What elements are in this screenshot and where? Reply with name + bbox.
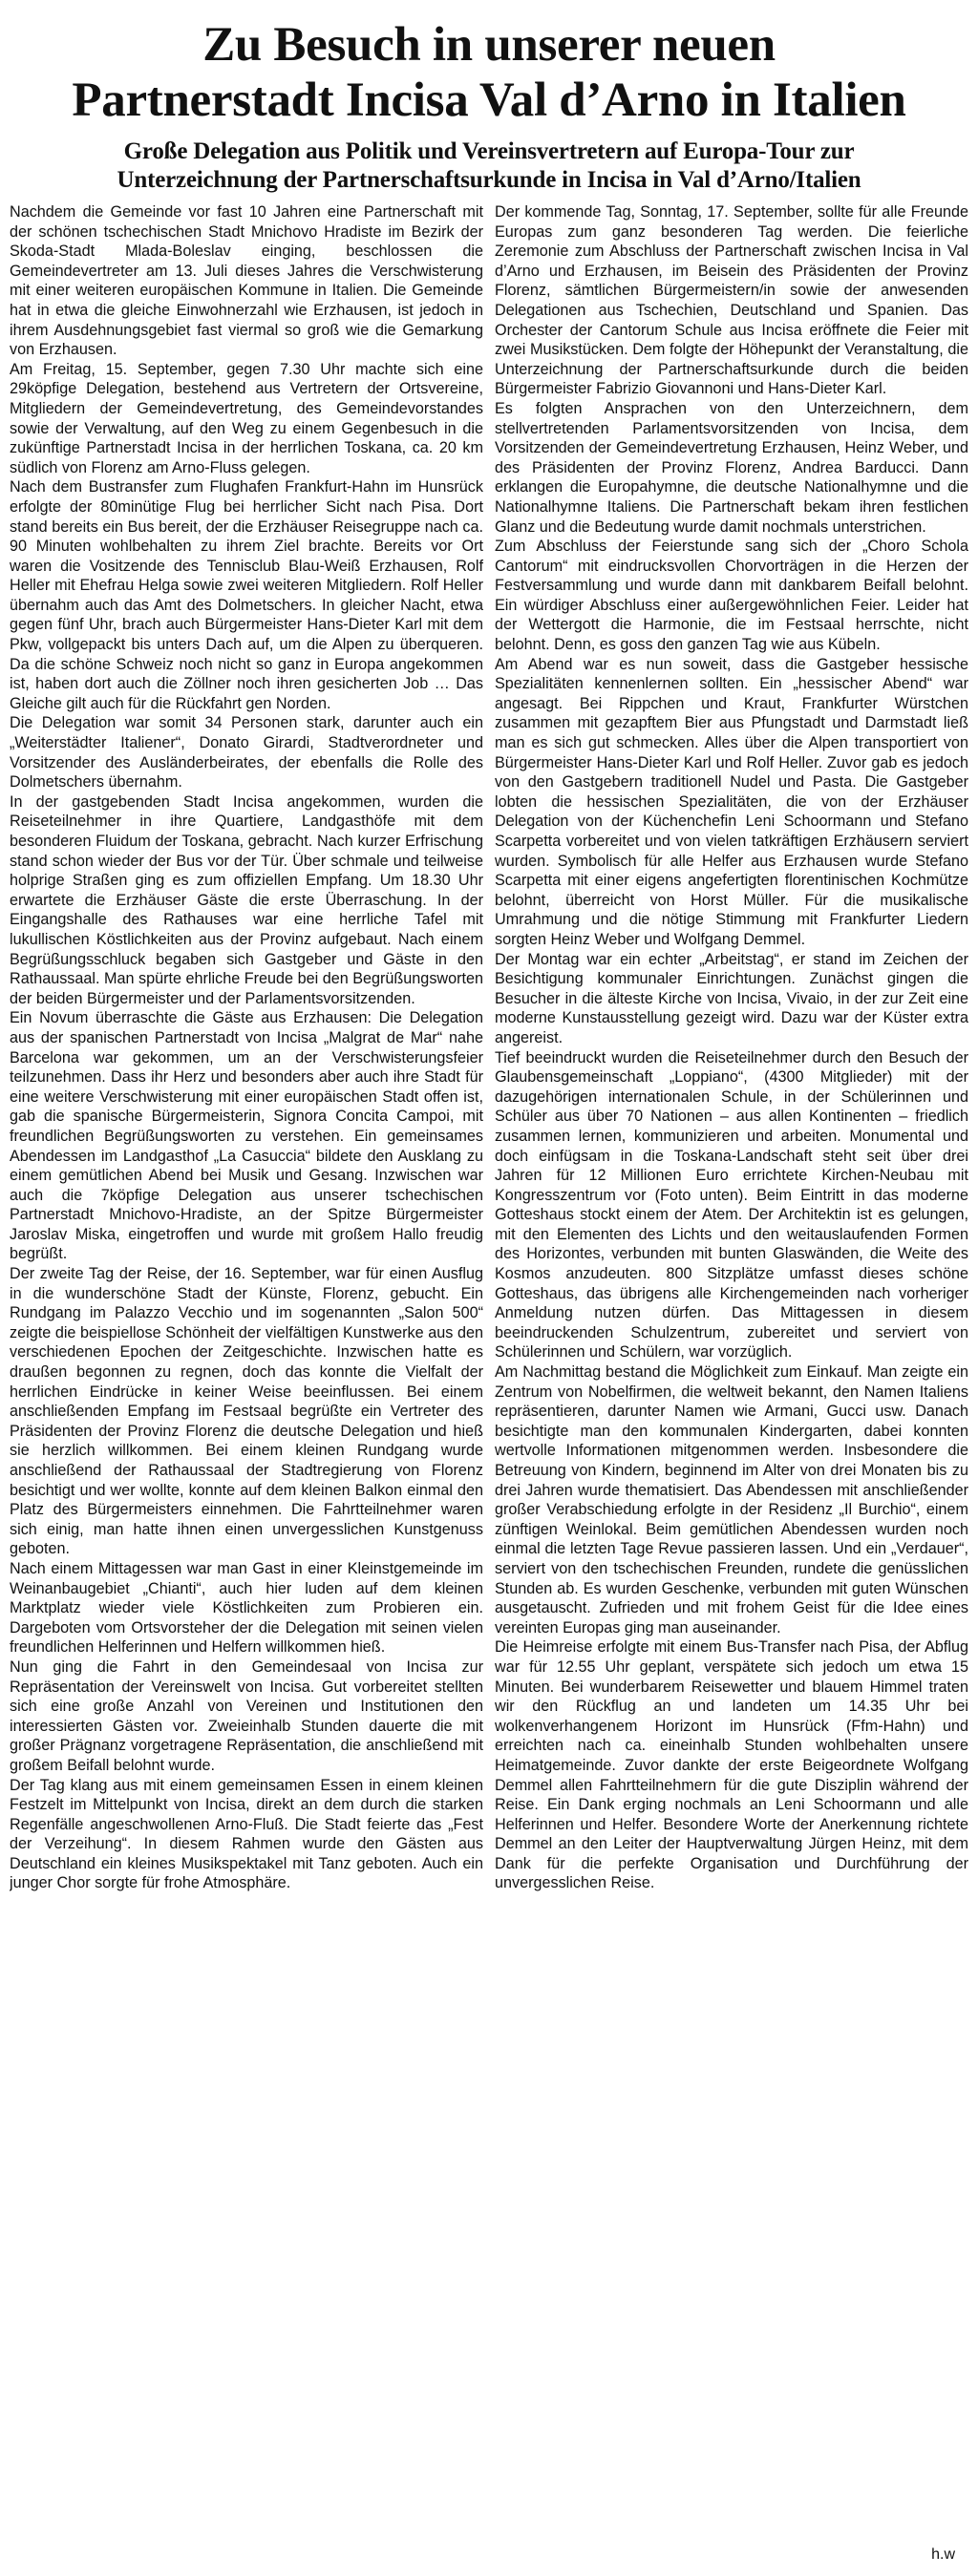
paragraph: Tief beeindruckt wurden die Reiseteilnehmer durch den Besuch der Glaubensgemeinschaft „Loppiano“, (4300 Mitglieder) mit der dazugehörigen internationalen Schule, in der Schülerinnen und Schüler aus über 70 Nationen – aus allen Kontinenten – friedlich zusammen lernen, kommunizieren und arbeiten. Monumental und doch einfügsam in die Toskana-Landschaft steht seit über drei Jahren für 12 Millionen Euro errichtete Kirchen-Neubau mit Kongresszentrum vor (Foto unten). Beim Eintritt in das moderne Gotteshaus stockt einem der Atem. Der Architektin ist es gelungen, mit den Elementen des Lichts und den weitauslaufenden Formen des Horizontes, verbunden mit bunten Glaswänden, die Weite des Kosmos anzudeuten. 800 Sitzplätze umfasst dieses schöne Gotteshaus, das übrigens alle Kirchengemeinden nach vorheriger Anmeldung nutzen dürfen. Das Mittagessen in diesem beeindruckenden Schulzentrum, zubereitet und serviert von Schülerinnen und Schülern, war vorzüglich. bbox=[495, 1048, 968, 1362]
paragraph: Der Montag war ein echter „Arbeitstag“, er stand im Zeichen der Besichtigung kommunaler Einrichtungen. Zunächst gingen die Besucher in die älteste Kirche von Incisa, Vivaio, in der zur Zeit eine moderne Kunstausstellung gezeigt wird. Dazu war der Küster extra angereist. bbox=[495, 950, 968, 1046]
paragraph: Nun ging die Fahrt in den Gemeindesaal von Incisa zur Repräsentation der Vereinswelt von Incisa. Gut vorbereitet stellten sich eine große Anzahl von Vereinen und Institutionen den interessierten Gästen vor. Zweieinhalb Stunden dauerte die mit großer Prägnanz vorgetragene Repräsentation, die anschließend mit großem Beifall belohnt wurde. bbox=[10, 1658, 483, 1774]
paragraph: Die Heimreise erfolgte mit einem Bus-Transfer nach Pisa, der Abflug war für 12.55 Uhr geplant, verspätete sich jedoch um etwa 15 Minuten. Bei wunderbarem Reisewetter und blauem Himmel traten wir den Rückflug an und landeten um 14.35 Uhr bei wolkenverhangenem Horizont im Hunsrück (Ffm-Hahn) und erreichten nach ca. eineinhalb Stunden wohlbehalten unsere Heimatgemeinde. Zuvor dankte der erste Beigeordnete Wolfgang Demmel allen Fahrtteilnehmern für die gute Disziplin während der Reise. Ein Dank erging nochmals an Leni Schoormann und alle Helferinnen und Helfer. Besondere Worte der Anerkennung richtete Demmel an den Leiter der Hauptverwaltung Jürgen Heinz, mit dem Dank für die perfekte Organisation und Durchführung der unvergesslichen Reise. bbox=[495, 1638, 968, 1892]
subheadline-line-2: Unterzeichnung der Partnerschaftsurkunde in Incisa in Val d’Arno/Italien bbox=[117, 167, 861, 193]
paragraph: Zum Abschluss der Feierstunde sang sich der „Choro Schola Cantorum“ mit eindrucksvollen Chorvorträgen in die Herzen der Festversammlung und wurde dann mit dankbarem Beifall belohnt. Ein würdiger Abschluss einer außergewöhnlichen Feier. Leider hat der Wettergott die Harmonie, die im Festsaal herrschte, nicht belohnt. Denn, es goss den ganzen Tag wie aus Kübeln. bbox=[495, 538, 968, 654]
headline-line-2: Partnerstadt Incisa Val d’Arno in Italien bbox=[72, 74, 906, 127]
paragraph: Am Freitag, 15. September, gegen 7.30 Uhr machte sich eine 29köpfige Delegation, bestehend aus Vertretern der Ortsvereine, Mitgliedern der Gemeindevertretung, des Gemeindevorstandes sowie der Verwaltung, auf den Weg zu einem Gegenbesuch in die zukünftige Partnerstadt Incisa in der herrlichen Toskana, ca. 20 km südlich von Florenz am Arno-Fluss gelegen. bbox=[10, 360, 483, 476]
paragraph: Am Abend war es nun soweit, dass die Gastgeber hessische Spezialitäten kennenlernen sollten. Ein „hessischer Abend“ war angesagt. Bei Rippchen und Kraut, Frankfurter Würstchen zusammen mit gezapftem Bier aus Pfungstadt und Darmstadt ließ man es sich gut schmecken. Alles über die Alpen transportiert von Bürgermeister Hans-Dieter Karl und Rolf Heller. Zuvor gab es jedoch von den Gastgebern traditionell Nudel und Pasta. Die Gastgeber lobten die hessischen Spezialitäten, die von der Erzhäuser Delegation von der Küchenchefin Leni Schoormann und Stefano Scarpetta vorbereitet und von vielen tatkräftigen Erzhäusern serviert wurden. Symbolisch für alle Helfer aus Erzhausen wurde Stefano Scarpetta mit einer eigens angefertigten florentinischen Kochmütze belohnt, überreicht von Horst Müller. Für die musikalische Umrahmung und die nötige Stimmung mit Frankfurter Liedern sorgten Heinz Weber und Wolfgang Demmel. bbox=[495, 655, 968, 948]
right-column bbox=[495, 202, 968, 2565]
headline bbox=[10, 17, 968, 128]
subheadline-line-1: Große Delegation aus Politik und Vereinsvertretern auf Europa-Tour zur bbox=[123, 138, 855, 164]
paragraph: Nach dem Bustransfer zum Flughafen Frankfurt-Hahn im Hunsrück erfolgte der 80minütige Flug bei herrlicher Sicht nach Pisa. Dort stand bereits ein Bus bereit, der die Erzhäuser Reisegruppe nach ca. 90 Minuten wohlbehalten zu ihrem Ziel brachte. Bereits vor Ort waren die Vositzende des Tennisclub Blau-Weiß Erzhausen, Rolf Heller mit Ehefrau Helga sowie zwei weiteren Mitgliedern. Rolf Heller übernahm auch das Amt des Dolmetschers. In gleicher Nacht, etwa gegen fünf Uhr, brach auch Bürgermeister Hans-Dieter Karl mit dem Pkw, vollgepackt bis unters Dach auf, um die Alpen zu überqueren. Da die schöne Schweiz noch nicht so ganz in Europa angekommen ist, haben dort auch die Zöllner noch ihren gesicherten Job … Das Gleiche gilt auch für die Rückfahrt gen Norden. bbox=[10, 478, 483, 712]
author-signature: h.w bbox=[931, 2546, 955, 2563]
paragraph: Der zweite Tag der Reise, der 16. September, war für einen Ausflug in die wunderschöne Stadt der Künste, Florenz, gebucht. Ein Rundgang im Palazzo Vecchio und im sogenannten „Salon 500“ zeigte die beispiellose Schönheit der vielfältigen Kunstwerke aus den verschiedenen Epochen der Zeitgeschichte. Inzwischen hatte es draußen begonnen zu regnen, doch das konnte die Vielfalt der herrlichen Eindrücke in keiner Weise beeinflussen. Bei einem anschließenden Empfang im Festsaal begrüßte ein Vertreter des Präsidenten der Provinz Florenz die deutsche Delegation und hieß sie herzlich willkommen. Bei einem kleinen Rundgang wurde anschließend der Rathaussaal der Stadtregierung von Florenz besichtigt und wer wollte, konnte auf dem kleinen Balkon einmal den Platz des Bürgermeisters einnehmen. Die Fahrtteilnehmer waren sich einig, man hatte ihnen einen unvergesslichen Kunstgenuss geboten. bbox=[10, 1265, 483, 1558]
paragraph: Ein Novum überraschte die Gäste aus Erzhausen: Die Delegation aus der spanischen Partnerstadt von Incisa „Malgrat de Mar“ nahe Barcelona war gekommen, um an der Verschwisterungsfeier teilzunehmen. Dass ihr Herz und besonders aber auch ihre Stadt für eine weitere Verschwisterung mit einer europäischen Stadt offen ist, gab die spanische Bürgermeisterin, Signora Concita Campoi, mit freundlichen Begrüßungsworten zu verstehen. Ein gemeinsames Abendessen im Landgasthof „La Casuccia“ bildete den Ausklang zu einem gemütlichen Abend bei Musik und Gesang. Inzwischen war auch die 7köpfige Delegation aus unserer tschechischen Partnerstadt Mnichovo-Hradiste, an der Spitze Bürgermeister Jaroslav Miska, eingetroffen und wurde mit großem Hallo freudig begrüßt. bbox=[10, 1009, 483, 1263]
paragraph: Die Delegation war somit 34 Personen stark, darunter auch ein „Weiterstädter Italiener“, Donato Girardi, Stadtverordneter und Vorsitzender des Ausländerbeirates, der ebenfalls die Rolle des Dolmetschers übernahm. bbox=[10, 714, 483, 792]
paragraph: In der gastgebenden Stadt Incisa angekommen, wurden die Reiseteilnehmer in ihre Quartiere, Landgasthöfe mit dem besonderen Fluidum der Toskana, gebracht. Nach kurzer Erfrischung stand schon wieder der Bus vor der Tür. Über schmale und teilweise holprige Straßen ging es zum offiziellen Empfang. Um 18.30 Uhr erwartete die Erzhäuser Gäste die erste Überraschung. In der Eingangshalle des Rathauses war eine herrliche Tafel mit lukullischen Köstlichkeiten aus der Provinz aufgebaut. Nach einem Begrüßungsschluck begaben sich Gastgeber und Gäste in den Rathaussaal. Man spürte ehrliche Freude bei den Begrüßungsworten der beiden Bürgermeister und der Parlamentsvorsitzenden. bbox=[10, 792, 483, 1007]
headline-line-1: Zu Besuch in unserer neuen bbox=[202, 18, 776, 72]
paragraph: Nach einem Mittagessen war man Gast in einer Kleinstgemeinde im Weinanbaugebiet „Chianti“, auch hier luden auf dem kleinen Marktplatz wieder viele Köstlichkeiten zum Probieren ein. Dargeboten vom Ortsvorsteher der die Delegation mit seinen vielen freundlichen Helferinnen und Helfern willkommen hieß. bbox=[10, 1559, 483, 1657]
paragraph: Nachdem die Gemeinde vor fast 10 Jahren eine Partnerschaft mit der schönen tschechischen Stadt Mnichovo Hradiste im Bezirk der Skoda-Stadt Mlada-Boleslav einging, beschlossen die Gemeindevertreter am 13. Juli dieses Jahres die Verschwisterung mit einer weiteren europäischen Kommune in Italien. Die Gemeinde hat in etwa die gleiche Einwohnerzahl wie Erzhausen, ist jedoch in ihrem Ausdehnungsgebiet fast viermal so groß wie die Gemarkung von Erzhausen. bbox=[10, 203, 483, 359]
paragraph: Der kommende Tag, Sonntag, 17. September, sollte für alle Freunde Europas zum ganz besonderen Tag werden. Die feierliche Zeremonie zum Abschluss der Partnerschaft zwischen Incisa in Val d’Arno und Erzhausen, im Beisein des Präsidenten der Provinz Florenz, sämtlichen Bürgermeistern/in sowie der anwesenden Delegationen aus Tschechien, Deutschland und Spanien. Das Orchester der Cantorum Schule aus Incisa eröffnete die Feier mit zwei Musikstücken. Dem folgte der Höhepunkt der Veranstaltung, die Unterzeichnung der Partnerschaftsurkunde durch die beiden Bürgermeister Fabrizio Giovannoni und Hans-Dieter Karl. bbox=[495, 203, 968, 398]
paragraph: Der Tag klang aus mit einem gemeinsamen Essen in einem kleinen Festzelt im Mittelpunkt von Incisa, direkt an dem durch die starken Regenfälle angeschwollenen Arno-Fluß. Die Stadt feierte das „Fest der Verzeihung“. In diesem Rahmen wurde den Gästen aus Deutschland ein kleines Musikspektakel mit Tanz geboten. Auch ein junger Chor sorgte für frohe Atmosphäre. bbox=[10, 1776, 483, 1892]
article-body bbox=[10, 202, 968, 2565]
paragraph: Es folgten Ansprachen von den Unterzeichnern, dem stellvertretenden Parlamentsvorsitzenden von Incisa, dem Vorsitzenden der Gemeindevertretung Erzhausen, Heinz Weber, und des Präsidenten der Provinz Florenz, Andrea Barducci. Dann erklangen die Europahymne, die deutsche Nationalhymne und die Nationalhymne Italiens. Die Partnerschaft bekam ihren festlichen Glanz und die Bedeutung wurde damit nochmals unterstrichen. bbox=[495, 399, 968, 536]
subheadline bbox=[10, 137, 968, 195]
paragraph: Am Nachmittag bestand die Möglichkeit zum Einkauf. Man zeigte ein Zentrum von Nobelfirmen, die weltweit bekannt, den Namen Italiens repräsentieren, darunter Namen wie Armani, Gucci usw. Danach besichtigte man den kommunalen Kindergarten, dabei konnten wertvolle Informationen mitgenommen werden. Insbesondere die Betreuung von Kindern, beginnend im Alter von drei Monaten bis zu drei Jahren wurde thematisiert. Das Abendessen mit anschließender großer Verabschiedung erfolgte in der Residenz „Il Burchio“, einem zünftigen Weinlokal. Beim gemütlichen Abendessen wurden noch einmal die letzten Tage Revue passieren lassen. Und ein „Verdauer“, serviert von den tschechischen Freunden, rundete die genüsslichen Stunden ab. Es wurden Geschenke, verbunden mit guten Wünschen ausgetauscht. Zufrieden und mit frohem Geist für die Idee eines vereinten Europas ging man auseinander. bbox=[495, 1363, 968, 1636]
left-column bbox=[10, 202, 483, 2565]
